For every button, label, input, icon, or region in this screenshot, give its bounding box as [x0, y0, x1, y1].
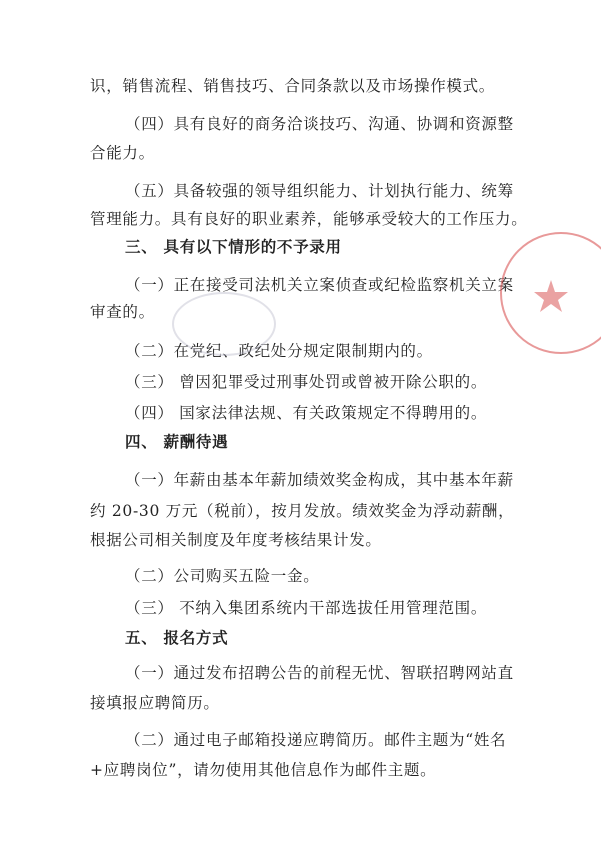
- section-heading: 四、 薪酬待遇: [125, 433, 229, 451]
- paragraph-line: +应聘岗位”，请勿使用其他信息作为邮件主题。: [90, 761, 437, 779]
- paragraph-line: 合能力。: [90, 144, 155, 162]
- paragraph-line: 约 20-30 万元（税前），按月发放。绩效奖金为浮动薪酬，: [90, 502, 515, 520]
- paragraph-line: （三） 曾因犯罪受过刑事处罚或曾被开除公职的。: [125, 373, 488, 391]
- paragraph-line: 识，销售流程、销售技巧、合同条款以及市场操作模式。: [90, 77, 496, 95]
- section-heading: 五、 报名方式: [125, 629, 229, 647]
- paragraph-line: （一）通过发布招聘公告的前程无忧、智联招聘网站直: [125, 664, 514, 682]
- paragraph-line: （二）公司购买五险一金。: [125, 567, 320, 585]
- section-heading: 三、 具有以下情形的不予录用: [125, 238, 342, 256]
- paragraph-line: 管理能力。具有良好的职业素养，能够承受较大的工作压力。: [90, 210, 528, 228]
- paragraph-line: （一）年薪由基本年薪加绩效奖金构成，其中基本年薪: [125, 471, 514, 489]
- company-seal: [500, 232, 601, 354]
- paragraph-line: （五）具备较强的领导组织能力、计划执行能力、统筹: [125, 182, 514, 200]
- paragraph-line: （二）在党纪、政纪处分规定限制期内的。: [125, 342, 433, 360]
- paragraph-line: （四）具有良好的商务洽谈技巧、沟通、协调和资源整: [125, 115, 514, 133]
- paragraph-line: （四） 国家法律法规、有关政策规定不得聘用的。: [125, 404, 488, 422]
- paragraph-line: 接填报应聘简历。: [90, 694, 220, 712]
- paragraph-line: 根据公司相关制度及年度考核结果计发。: [90, 531, 382, 549]
- paragraph-line: （二）通过电子邮箱投递应聘简历。邮件主题为“姓名: [125, 731, 507, 749]
- paragraph-line: 审查的。: [90, 303, 155, 321]
- paragraph-line: （一）正在接受司法机关立案侦查或纪检监察机关立案: [125, 276, 514, 294]
- paragraph-line: （三） 不纳入集团系统内干部选拔任用管理范围。: [125, 599, 488, 617]
